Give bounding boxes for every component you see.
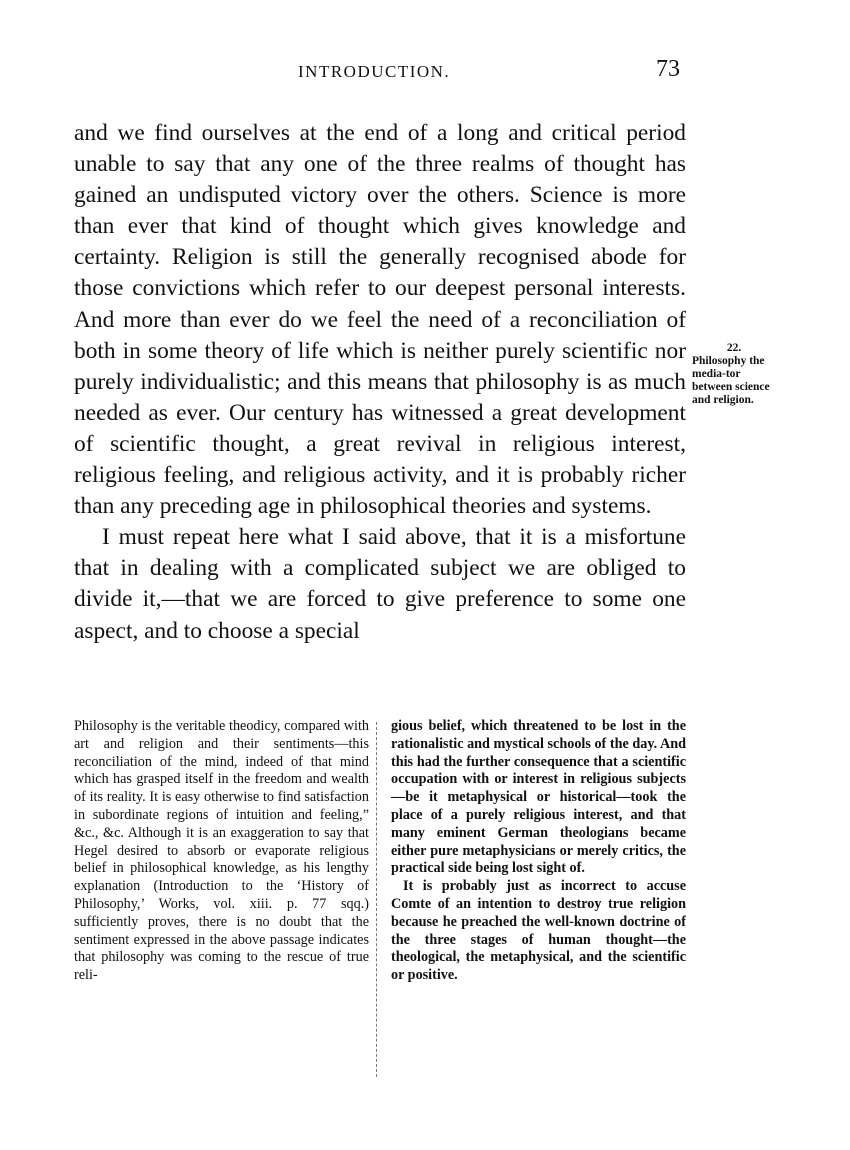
marginal-note-text: Philosophy the media-tor between science and religion.: [692, 355, 770, 406]
marginal-note-number: 22.: [726, 342, 742, 354]
column-divider: [376, 722, 377, 1077]
page-number: 73: [656, 56, 680, 82]
footnote-column-right: [391, 718, 686, 985]
marginal-note: [692, 342, 776, 407]
footnote-paragraph: It is probably just as incorrect to accuse Comte of an intention to destroy true religion because he preached the well-known doctrine of the three stages of human thought—the theological, the metaphysical, and the scientific or positive.: [391, 878, 686, 984]
body-paragraph: I must repeat here what I said above, that it is a misfortune that in dealing with a complicated subject we are obliged to divide it,—that we are forced to give preference to some one aspect, and to choose a special: [74, 524, 686, 644]
footnote-column-left: [74, 718, 369, 985]
footnote-paragraph: gious belief, which threatened to be lost in the rationalistic and mystical schools of the day. And this had the further consequence that a scientific occupation with or interest in religious subjects—be it metaphysical or historical—took the place of a purely religious interest, and that many eminent German theologians became either pure metaphysicians or merely critics, the practical side being lost sight of.: [391, 718, 686, 877]
body-paragraph: and we find ourselves at the end of a long and critical period unable to say that any one of the three realms of thought has gained an undisputed victory over the others. Science is more than ever that kind of thought which gives knowledge and certainty. Religion is still the generally recognised abode for those convictions which refer to our deepest personal interests. And more than ever do we feel the need of a reconciliation of both in some theory of life which is neither purely scientific nor purely individualistic; and this means that philosophy is as much needed as ever. Our century has witnessed a great development of scientific thought, a great revival in religious interest, religious feeling, and religious activity, and it is probably richer than any preceding age in philosophical theories and systems.: [74, 120, 686, 520]
footnote-paragraph: Philosophy is the veritable theodicy, compared with art and religion and their sentiments—this reconciliation of the mind, indeed of that mind which has grasped itself in the freedom and wealth of its reality. It is easy otherwise to find satisfaction in subordinate regions of intuition and feeling,” &c., &c. Although it is an exaggeration to say that Hegel desired to absorb or evaporate religious belief in philosophical knowledge, as his lengthy explanation (Introduction to the ‘History of Philosophy,’ Works, vol. xiii. p. 77 sqq.) sufficiently proves, there is no doubt that the sentiment expressed in the above passage indicates that philosophy was coming to the rescue of true reli-: [74, 718, 369, 984]
main-text: [74, 118, 686, 647]
footnotes: [74, 718, 686, 1078]
running-head: INTRODUCTION.: [298, 62, 451, 81]
